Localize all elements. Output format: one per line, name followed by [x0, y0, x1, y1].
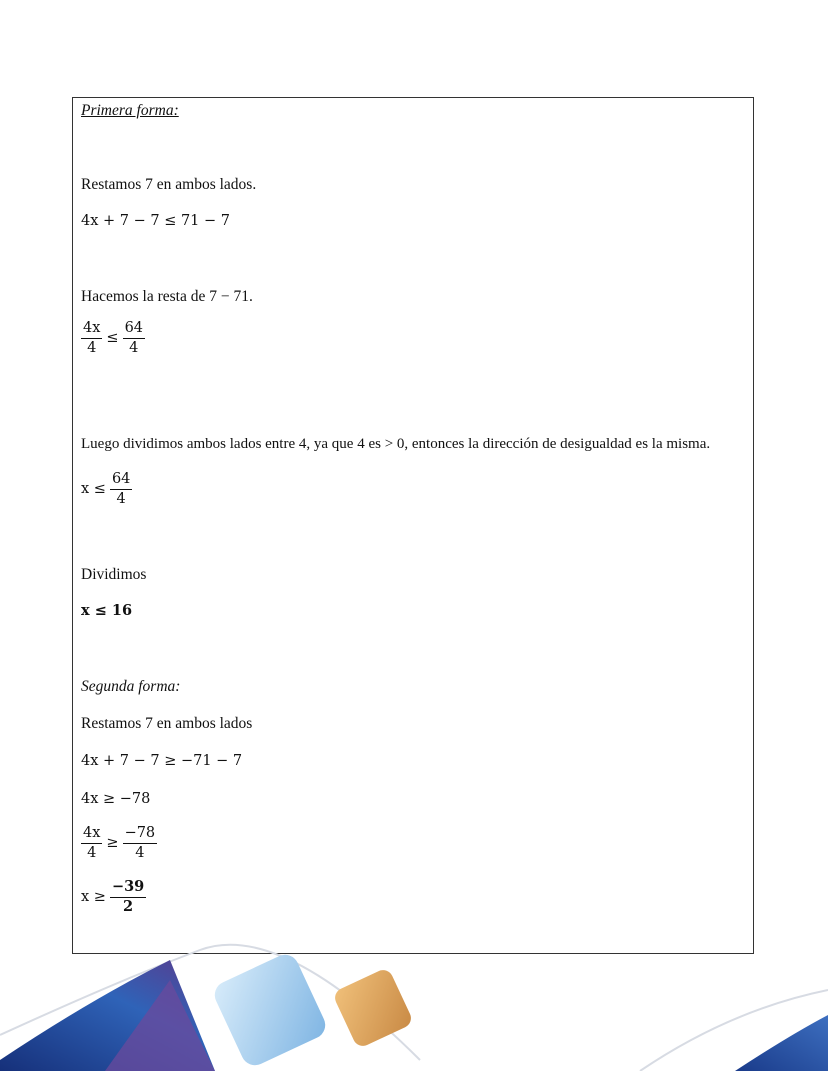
first-step2-equation — [81, 321, 145, 355]
fraction-numerator: 4x — [81, 321, 102, 339]
second-equation-2: 4x ≥ −78 — [81, 791, 151, 807]
solution-box — [72, 97, 754, 954]
fraction-denominator: 4 — [87, 844, 97, 861]
fraction-numerator: −39 — [110, 880, 146, 898]
second-equation-3 — [81, 826, 157, 860]
inequality-operator: ≤ — [106, 329, 119, 346]
first-step4-text: Dividimos — [81, 566, 147, 583]
fraction-left — [81, 826, 102, 860]
first-method-heading: Primera forma: — [81, 102, 179, 119]
fraction — [110, 472, 132, 506]
fraction-numerator: −78 — [123, 826, 158, 844]
second-method-heading: Segunda forma: — [81, 678, 181, 695]
footer-orange-tile — [332, 967, 414, 1049]
fraction-left — [81, 321, 102, 355]
inequality-lhs: x ≤ — [81, 480, 106, 497]
fraction-right — [123, 826, 158, 860]
fraction-numerator: 64 — [123, 321, 145, 339]
fraction-denominator: 4 — [116, 490, 126, 507]
fraction-denominator: 4 — [87, 339, 97, 356]
second-equation-4 — [81, 880, 146, 914]
first-step1-equation: 4x + 7 − 7 ≤ 71 − 7 — [81, 213, 231, 229]
fraction — [110, 880, 146, 914]
fraction-numerator: 4x — [81, 826, 102, 844]
fraction-denominator: 4 — [129, 339, 139, 356]
fraction-denominator: 2 — [123, 897, 134, 915]
inequality-lhs: x ≥ — [81, 888, 106, 905]
first-step1-text: Restamos 7 en ambos lados. — [81, 176, 257, 193]
first-step3-text: Luego dividimos ambos lados entre 4, ya que 4 es > 0, entonces la dirección de desigualdad es la misma. — [81, 436, 711, 452]
first-step3-equation — [81, 472, 132, 506]
fraction-denominator: 4 — [135, 844, 145, 861]
first-result: x ≤ 16 — [81, 602, 133, 619]
second-equation-1: 4x + 7 − 7 ≥ −71 − 7 — [81, 753, 243, 769]
second-step1-text: Restamos 7 en ambos lados — [81, 715, 253, 732]
decorative-footer — [0, 940, 828, 1071]
fraction-numerator: 64 — [110, 472, 132, 490]
inequality-operator: ≥ — [106, 834, 119, 851]
footer-light-blue-tile — [210, 950, 330, 1070]
fraction-right — [123, 321, 145, 355]
footer-right-shape — [735, 1015, 828, 1071]
first-step2-text: Hacemos la resta de 7 − 71. — [81, 288, 253, 305]
